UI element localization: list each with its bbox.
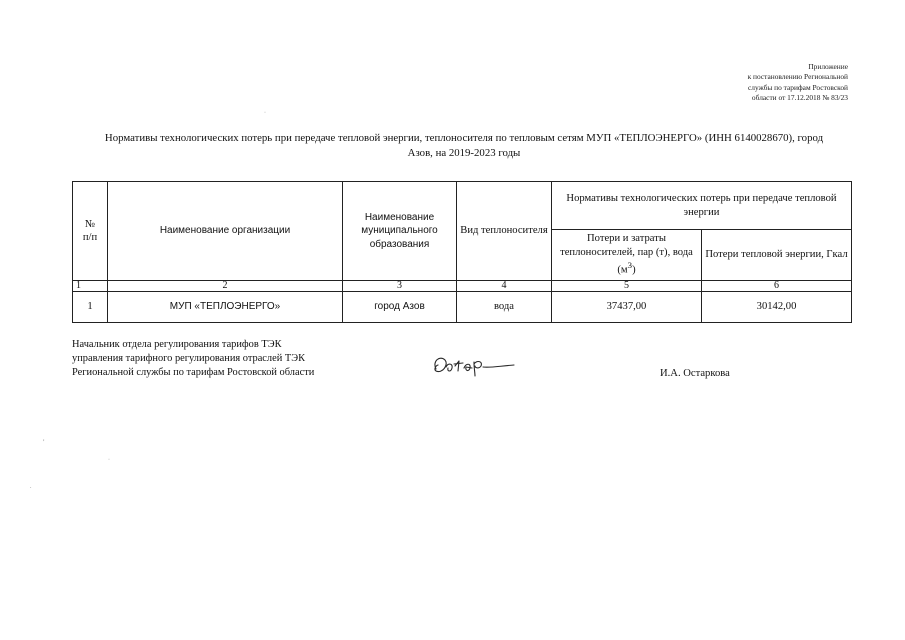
header-num xyxy=(73,182,108,281)
scan-speck: · xyxy=(264,110,266,116)
appendix-line: Приложение xyxy=(808,62,848,71)
cell-carrier: вода xyxy=(457,292,552,323)
position-line: Региональной службы по тарифам Ростовской области xyxy=(72,367,315,378)
scan-speck: , xyxy=(43,436,45,442)
norms-table xyxy=(72,181,852,323)
unit-close-paren: ) xyxy=(632,265,636,277)
scan-speck: . xyxy=(30,484,32,490)
appendix-line: к постановлению Региональной xyxy=(747,72,848,82)
header-losses-carrier-text: Потери и затраты теплоносителей, пар (т), вода xyxy=(560,233,693,258)
column-number: 3 xyxy=(343,281,457,292)
signatory-name: И.А. Остаркова xyxy=(660,368,730,379)
appendix-note xyxy=(668,62,848,103)
title-line-2: Азов, на 2019-2023 годы xyxy=(407,147,521,159)
header-carrier: Вид теплоносителя xyxy=(457,182,552,281)
appendix-line: службы по тарифам Ростовской xyxy=(748,82,848,92)
cell-losses-heat: 30142,00 xyxy=(702,292,852,323)
column-number: 4 xyxy=(457,281,552,292)
header-losses-carrier xyxy=(552,230,702,281)
column-number-row xyxy=(73,281,852,292)
unit-superscript: 3 xyxy=(627,260,633,271)
column-number: 2 xyxy=(108,281,343,292)
column-number: 1 xyxy=(73,281,108,292)
table-row xyxy=(73,292,852,323)
header-norms-group: Нормативы технологических потерь при передаче тепловой энергии xyxy=(552,182,852,230)
header-municipality: Наименование муниципального образования xyxy=(343,182,457,281)
appendix-line: области от 17.12.2018 № 83/23 xyxy=(751,92,848,102)
scan-speck: · xyxy=(108,457,110,463)
header-losses-heat: Потери тепловой энергии, Гкал xyxy=(702,230,852,281)
title-line-1: Нормативы технологических потерь при передаче тепловой энергии, теплоносителя по тепловым сетям МУП «ТЕПЛОЭНЕРГО» (ИНН 6140028670), город xyxy=(104,132,824,144)
table-header-row xyxy=(73,182,852,230)
signatory-position xyxy=(72,338,372,380)
header-num-abbr: п/п xyxy=(82,232,98,243)
position-line: управления тарифного регулирования отраслей ТЭК xyxy=(72,353,306,364)
cell-org: МУП «ТЕПЛОЭНЕРГО» xyxy=(108,292,343,323)
document-title xyxy=(78,131,850,161)
cell-municipality: город Азов xyxy=(343,292,457,323)
header-num-symbol: № xyxy=(84,218,96,230)
column-number: 6 xyxy=(702,281,852,292)
position-line: Начальник отдела регулирования тарифов ТЭК xyxy=(72,339,282,350)
header-losses-carrier-unit: (м xyxy=(617,265,628,277)
cell-num: 1 xyxy=(73,292,108,323)
header-org: Наименование организации xyxy=(108,182,343,281)
column-number: 5 xyxy=(552,281,702,292)
cell-losses-carrier: 37437,00 xyxy=(552,292,702,323)
handwritten-signature xyxy=(428,351,518,381)
